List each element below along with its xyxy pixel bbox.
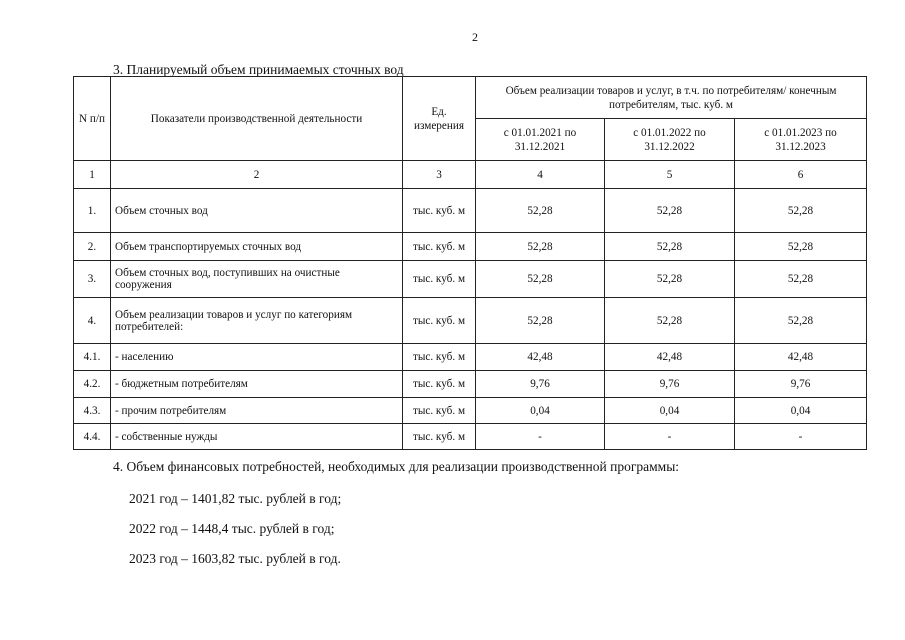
row-value-2023: - — [735, 424, 867, 450]
row-number: 2. — [74, 233, 111, 261]
row-value-2023: 42,48 — [735, 344, 867, 371]
row-value-2021: 42,48 — [476, 344, 605, 371]
section-4-heading: 4. Объем финансовых потребностей, необходимых для реализации производственной программы: — [113, 459, 680, 474]
row-value-2023: 52,28 — [735, 298, 867, 344]
row-unit: тыс. куб. м — [403, 344, 476, 371]
row-value-2023: 52,28 — [735, 189, 867, 233]
row-indicator: - бюджетным потребителям — [111, 371, 403, 398]
row-indicator: Объем реализации товаров и услуг по категориям потребителей: — [111, 298, 403, 344]
row-value-2022: 52,28 — [605, 189, 735, 233]
row-value-2021: 0,04 — [476, 398, 605, 424]
row-number: 4.2. — [74, 371, 111, 398]
finance-line-2021: 2021 год – 1401,82 тыс. рублей в год; — [129, 491, 342, 506]
finance-line-2023: 2023 год – 1603,82 тыс. рублей в год. — [129, 551, 341, 566]
row-value-2022: 52,28 — [605, 261, 735, 298]
row-value-2023: 0,04 — [735, 398, 867, 424]
row-value-2022: 52,28 — [605, 233, 735, 261]
row-value-2021: 52,28 — [476, 298, 605, 344]
row-number: 3. — [74, 261, 111, 298]
row-value-2021: 52,28 — [476, 261, 605, 298]
header-num: N п/п — [74, 77, 111, 161]
finance-line-2022: 2022 год – 1448,4 тыс. рублей в год; — [129, 521, 335, 536]
row-indicator: Объем транспортируемых сточных вод — [111, 233, 403, 261]
row-value-2022: - — [605, 424, 735, 450]
row-value-2021: 9,76 — [476, 371, 605, 398]
row-value-2022: 0,04 — [605, 398, 735, 424]
header-indicator: Показатели производственной деятельности — [111, 77, 403, 161]
row-unit: тыс. куб. м — [403, 424, 476, 450]
table-row — [74, 298, 867, 344]
row-value-2021: - — [476, 424, 605, 450]
row-unit: тыс. куб. м — [403, 189, 476, 233]
row-unit: тыс. куб. м — [403, 371, 476, 398]
row-number: 4.4. — [74, 424, 111, 450]
table-row — [74, 424, 867, 450]
row-value-2023: 52,28 — [735, 233, 867, 261]
row-value-2022: 52,28 — [605, 298, 735, 344]
section-3-heading: 3. Планируемый объем принимаемых сточных вод — [113, 62, 404, 77]
row-value-2022: 9,76 — [605, 371, 735, 398]
row-unit: тыс. куб. м — [403, 261, 476, 298]
table-header-row — [74, 77, 867, 119]
row-number: 4. — [74, 298, 111, 344]
row-unit: тыс. куб. м — [403, 398, 476, 424]
row-unit: тыс. куб. м — [403, 298, 476, 344]
column-number: 2 — [111, 161, 403, 189]
column-number: 3 — [403, 161, 476, 189]
table-row — [74, 344, 867, 371]
row-value-2022: 42,48 — [605, 344, 735, 371]
header-period-2021: с 01.01.2021 по 31.12.2021 — [476, 119, 605, 161]
row-indicator: Объем сточных вод — [111, 189, 403, 233]
page-number: 2 — [472, 30, 478, 44]
table-row — [74, 371, 867, 398]
row-indicator: - собственные нужды — [111, 424, 403, 450]
row-unit: тыс. куб. м — [403, 233, 476, 261]
row-number: 4.3. — [74, 398, 111, 424]
row-indicator: - населению — [111, 344, 403, 371]
column-number-row — [74, 161, 867, 189]
row-indicator: - прочим потребителям — [111, 398, 403, 424]
column-number: 5 — [605, 161, 735, 189]
table-row — [74, 233, 867, 261]
row-value-2023: 9,76 — [735, 371, 867, 398]
column-number: 6 — [735, 161, 867, 189]
row-number: 4.1. — [74, 344, 111, 371]
header-unit: Ед. измерения — [403, 77, 476, 161]
header-group: Объем реализации товаров и услуг, в т.ч. по потребителям/ конечным потребителям, тыс. куб. м — [476, 77, 867, 119]
column-number: 4 — [476, 161, 605, 189]
row-value-2021: 52,28 — [476, 233, 605, 261]
column-number: 1 — [74, 161, 111, 189]
row-value-2021: 52,28 — [476, 189, 605, 233]
table-row — [74, 261, 867, 298]
table-row — [74, 189, 867, 233]
row-value-2023: 52,28 — [735, 261, 867, 298]
row-indicator: Объем сточных вод, поступивших на очистные сооружения — [111, 261, 403, 298]
table-row — [74, 398, 867, 424]
header-period-2022: с 01.01.2022 по 31.12.2022 — [605, 119, 735, 161]
header-period-2023: с 01.01.2023 по 31.12.2023 — [735, 119, 867, 161]
row-number: 1. — [74, 189, 111, 233]
wastewater-volume-table — [73, 76, 867, 450]
